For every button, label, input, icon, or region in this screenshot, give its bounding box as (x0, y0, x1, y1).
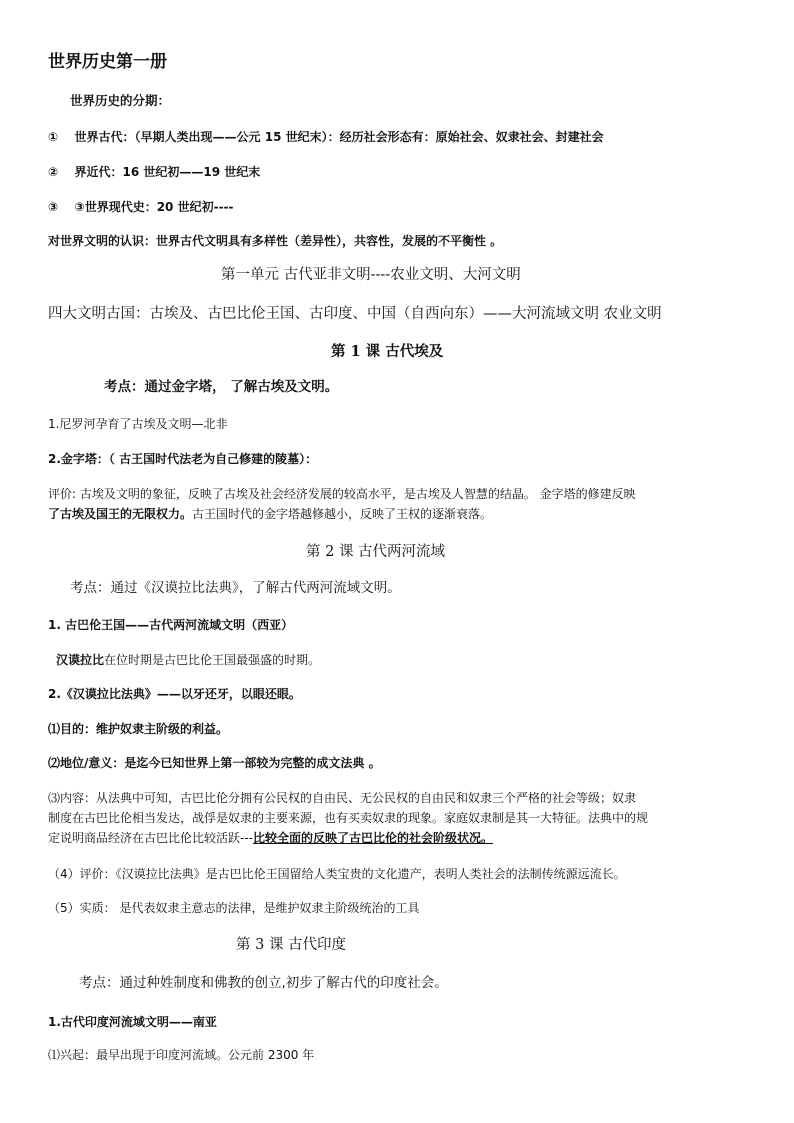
unit1-title: 第一单元 古代亚非文明----农业文明、大河文明 (221, 267, 521, 283)
lesson2-content-line2: 制度在古巴比伦相当发达，战俘是奴隶的主要来源，也有买卖奴隶的现象。家庭奴隶制是其一大特征。法典中的规 (48, 811, 649, 825)
lesson3-title: 第 3 课 古代印度 (236, 937, 347, 953)
lesson1-point-1: 1.尼罗河孕育了古埃及文明—北非 (48, 417, 228, 431)
lesson1-eval-line1: 评价: 古埃及文明的象征，反映了古埃及社会经济发展的较高水平，是古埃及人智慧的结晶。 金字塔的修建反映 (48, 487, 636, 501)
period-item-modern (48, 164, 260, 180)
four-civilizations: 四大文明古国：古埃及、古巴比伦王国、古印度、中国（自西向东）——大河流域文明 农业文明 (48, 306, 662, 322)
hammurabi-name: 汉谟拉比 (56, 653, 105, 667)
period-item-contemporary (48, 199, 234, 215)
list-marker: ② (48, 165, 59, 179)
lesson2-title: 第 2 课 古代两河流域 (306, 544, 446, 560)
lesson3-point-1: 1.古代印度河流域文明——南亚 (48, 1015, 217, 1029)
lesson1-point-2: 2.金字塔：（ 古王国时代法老为自己修建的陵墓）： (48, 452, 318, 466)
lesson3-kaodian: 考点：通过种姓制度和佛教的创立,初步了解古代的印度社会。 (79, 975, 448, 991)
list-marker: ③ (48, 200, 59, 214)
eval-rest: 古王国时代的金字塔越修越小，反映了王权的逐渐衰落。 (192, 507, 493, 521)
lesson2-essence: （5）实质： 是代表奴隶主意志的法律，是维护奴隶主阶级统治的工具 (48, 901, 420, 915)
lesson2-evaluation: （4）评价：《汉谟拉比法典》是古巴比伦王国留给人类宝贵的文化遗产，表明人类社会的法制传统源远流长。 (48, 867, 626, 881)
lesson2-point-1: 1. 古巴伦王国——古代两河流域文明（西亚） (48, 618, 294, 632)
lesson2-kaodian: 考点：通过《汉谟拉比法典》，了解古代两河流域文明。 (70, 580, 401, 596)
lesson1-kaodian: 考点：通过金字塔， 了解古埃及文明。 (104, 379, 339, 395)
list-marker: ① (48, 130, 59, 144)
list-item-text: 界近代：16 世纪初——19 世纪末 (74, 165, 261, 179)
page-title: 世界历史第一册 (48, 52, 167, 72)
lesson2-point-2: 2.《汉谟拉比法典》——以牙还牙，以眼还眼。 (48, 687, 301, 701)
lesson2-content-line3 (48, 830, 493, 846)
lesson1-title: 第 1 课 古代埃及 (331, 343, 444, 360)
content-text: 定说明商品经济在古巴比伦比较活跃--- (48, 831, 253, 845)
lesson2-status: ⑵地位/意义：是迄今已知世界上第一部较为完整的成文法典 。 (48, 756, 381, 770)
lesson2-content-line1: ⑶内容：从法典中可知，古巴比伦分拥有公民权的自由民、无公民权的自由民和奴隶三个严格的社会等级；奴隶 (48, 791, 637, 805)
period-item-ancient (48, 129, 604, 145)
periodization-heading: 世界历史的分期： (70, 93, 171, 108)
lesson3-origin: ⑴兴起：最早出现于印度河流域。公元前 2300 年 (48, 1048, 315, 1062)
lesson2-point-1-detail (56, 652, 320, 668)
lesson2-purpose: ⑴目的：维护奴隶主阶级的利益。 (48, 722, 229, 736)
civilization-view: 对世界文明的认识：世界古代文明具有多样性（差异性），共容性，发展的不平衡性 。 (48, 234, 503, 248)
list-item-text: ③世界现代史：20 世纪初---- (74, 200, 234, 214)
content-underlined: 比较全面的反映了古巴比伦的社会阶级状况。 (253, 831, 494, 845)
lesson1-eval-line2 (48, 506, 492, 522)
eval-emphasis: 了古埃及国王的无限权力。 (48, 507, 193, 521)
list-item-text: 世界古代：（早期人类出现——公元 15 世纪末）：经历社会形态有：原始社会、奴隶社会、封建社会 (74, 130, 604, 144)
detail-text: 在位时期是古巴比伦王国最强盛的时期。 (104, 653, 321, 667)
